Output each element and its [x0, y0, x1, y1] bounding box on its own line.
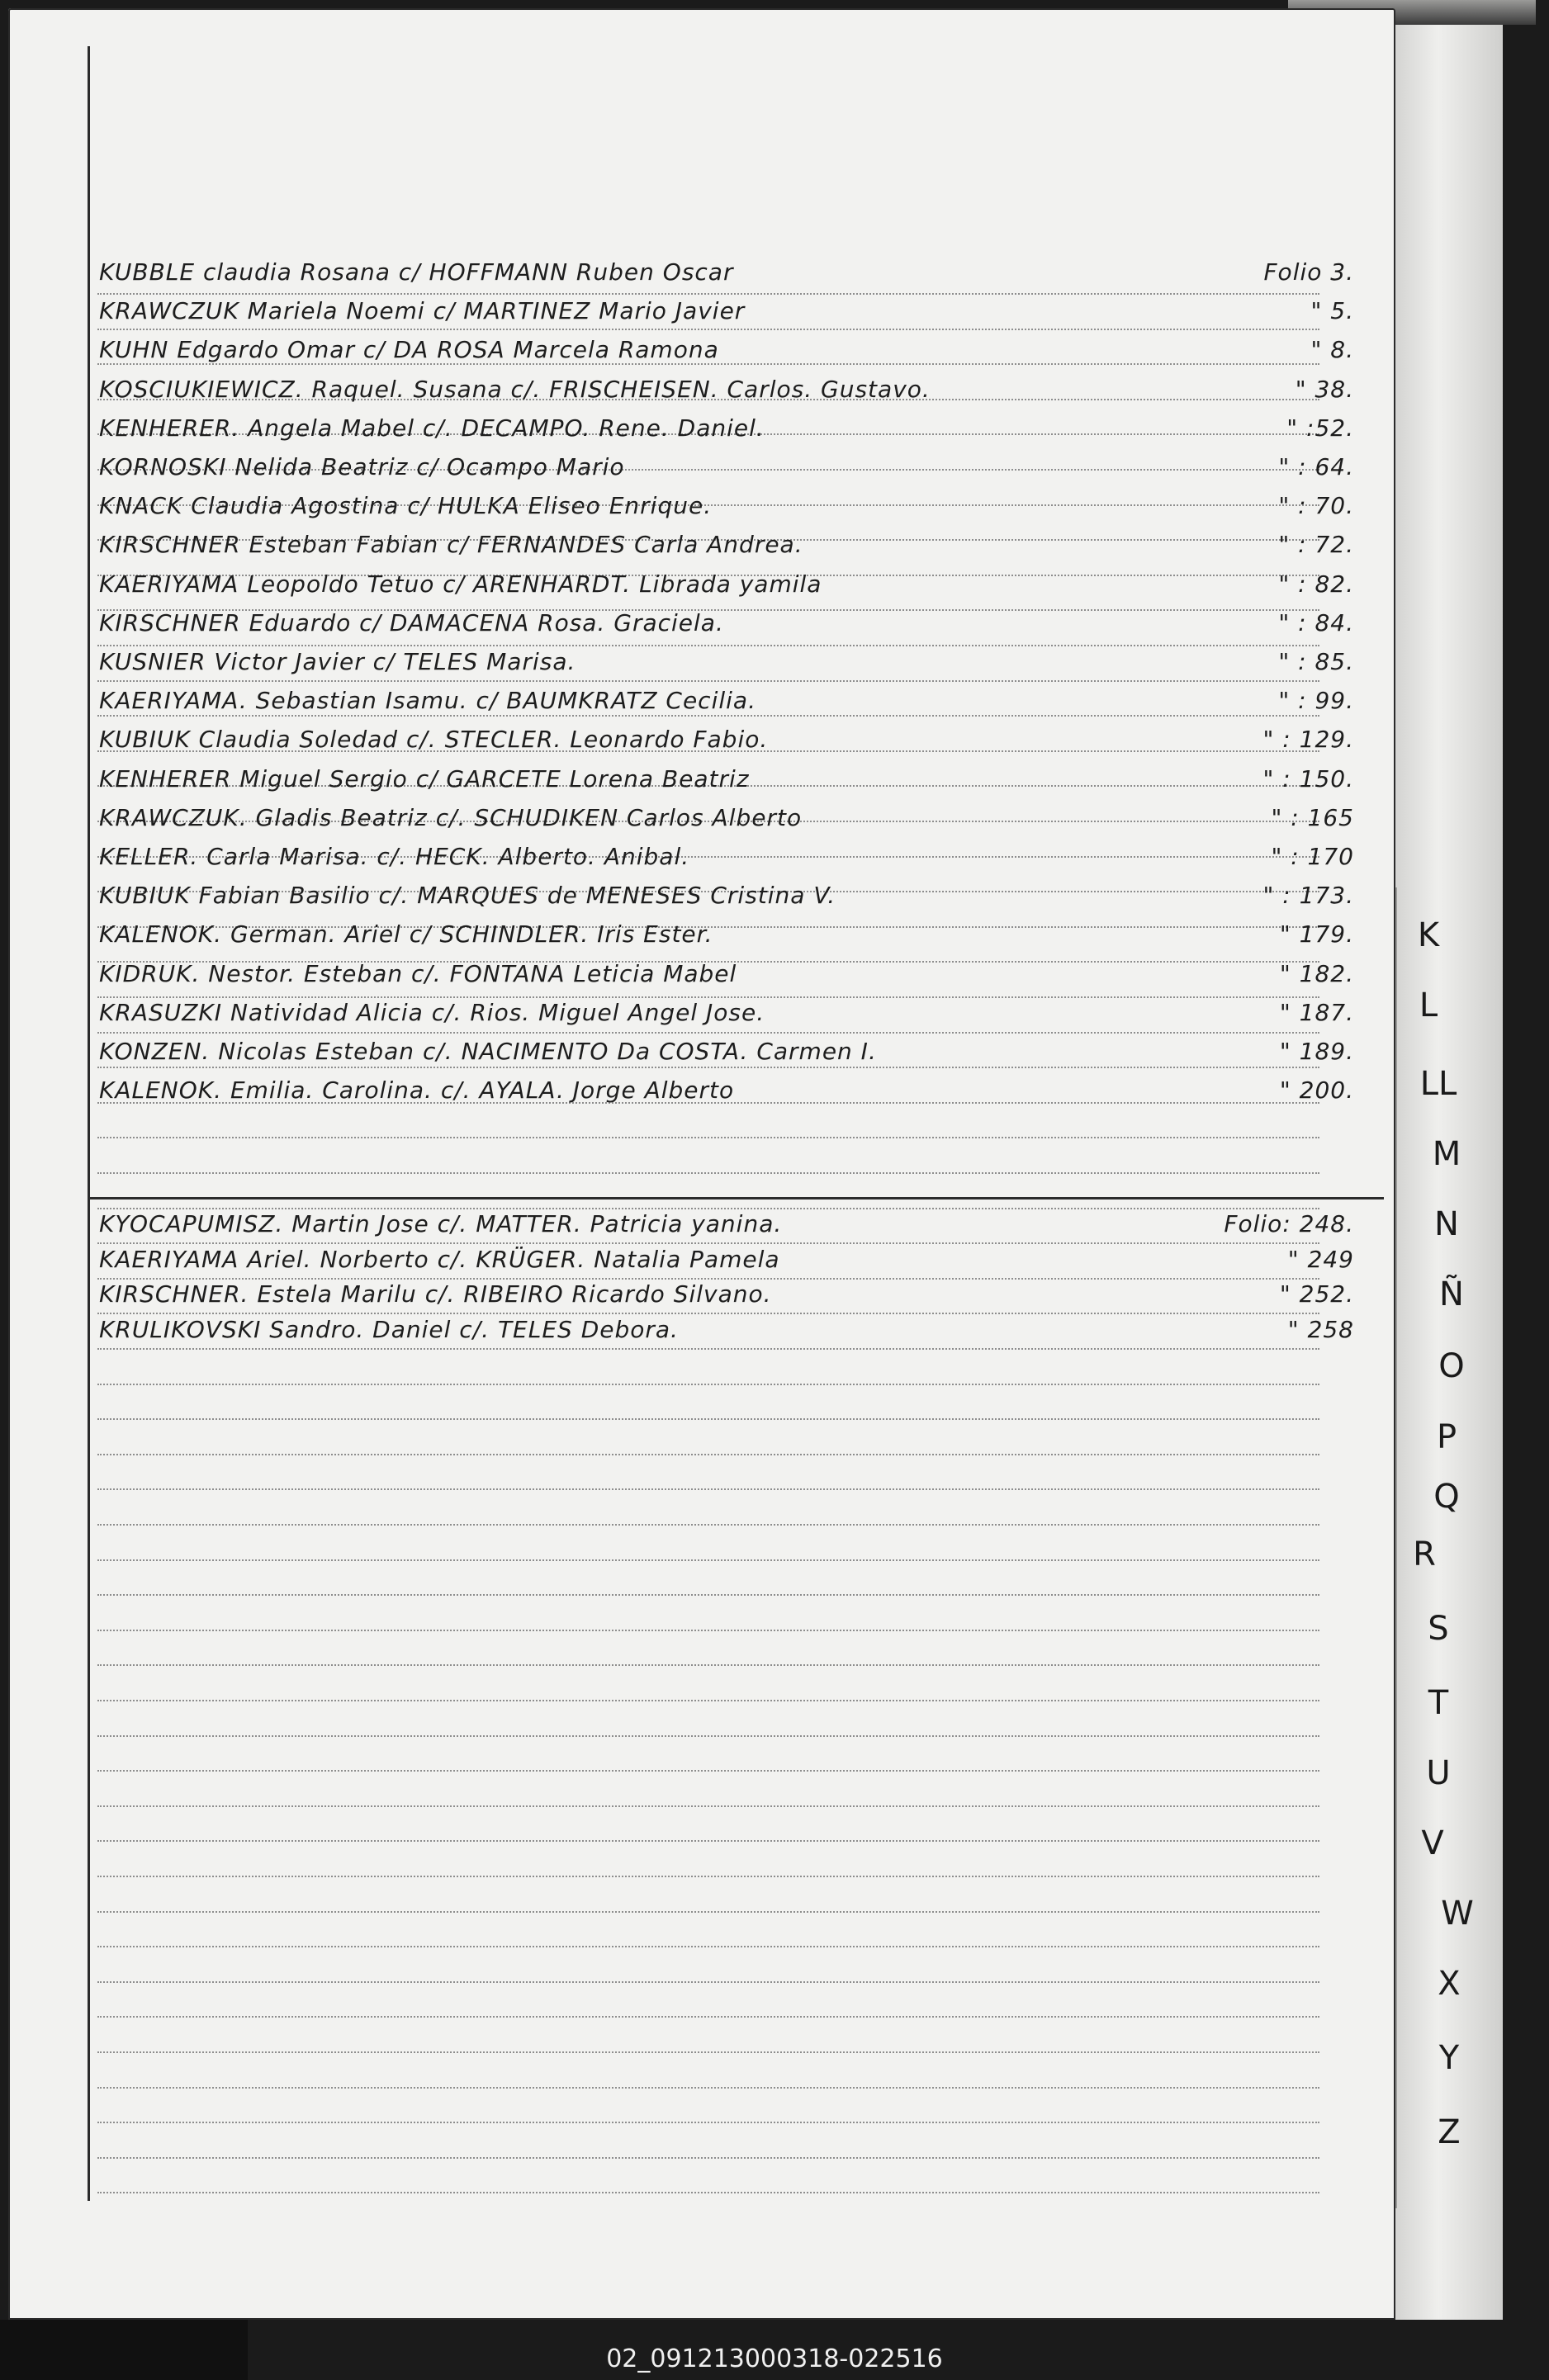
entry-folio: " 182. [1279, 960, 1354, 987]
index-tab[interactable]: O [1438, 1347, 1465, 1385]
ruled-line [97, 2051, 1319, 2053]
entry-names: KNACK Claudia Agostina c/ HULKA Eliseo Enrique. [99, 492, 713, 519]
entry-names: KALENOK. German. Ariel c/ SCHINDLER. Iris Ester. [99, 920, 713, 948]
index-tab[interactable]: Ñ [1439, 1275, 1464, 1313]
entry-names: KONZEN. Nicolas Esteban c/. NACIMENTO Da COSTA. Carmen I. [99, 1038, 877, 1065]
index-tab[interactable]: K [1417, 916, 1440, 954]
ruled-line [97, 1172, 1319, 1174]
entry-names: KUSNIER Victor Javier c/ TELES Marisa. [99, 648, 576, 675]
ruled-line [97, 1348, 1319, 1350]
ruled-line [97, 1488, 1319, 1490]
entry-folio: " : 170 [1271, 843, 1354, 870]
entry-folio: " 179. [1279, 920, 1354, 948]
ruled-line [97, 1630, 1319, 1631]
ruled-line [97, 1770, 1319, 1772]
ruled-line [97, 329, 1319, 330]
ledger-entry [99, 958, 1354, 991]
ledger-entry [99, 879, 1354, 912]
entry-folio: " 187. [1279, 999, 1354, 1026]
ledger-entry [99, 490, 1354, 523]
entry-names: KUBIUK Claudia Soledad c/. STECLER. Leonardo Fabio. [99, 726, 769, 753]
ruled-line [97, 1700, 1319, 1701]
entry-names: KOSCIUKIEWICZ. Raquel. Susana c/. FRISCHEISEN. Carlos. Gustavo. [99, 376, 931, 403]
entry-names: KELLER. Carla Marisa. c/. HECK. Alberto. Anibal. [99, 843, 690, 870]
ruled-line [97, 1840, 1319, 1842]
ruled-line [97, 680, 1319, 682]
ruled-line [97, 1559, 1319, 1561]
ledger-entry [99, 802, 1354, 835]
ruled-line [97, 1981, 1319, 1983]
ruled-line [97, 1454, 1319, 1455]
ruled-line [97, 1946, 1319, 1947]
ruled-line [97, 2122, 1319, 2123]
scan-footer-id: 02_091213000318-022516 [606, 2345, 943, 2373]
index-tab[interactable]: M [1432, 1135, 1461, 1173]
ruled-line [97, 1384, 1319, 1385]
entry-folio: " : 99. [1278, 687, 1354, 714]
ledger-entry [99, 840, 1354, 873]
ledger-entry [99, 1313, 1354, 1346]
index-tab[interactable]: W [1441, 1895, 1474, 1933]
ruled-line [97, 1418, 1319, 1420]
ruled-line [97, 1594, 1319, 1596]
entry-folio: " :52. [1286, 414, 1354, 442]
ledger-entry [99, 1208, 1354, 1241]
entry-folio: " : 85. [1278, 648, 1354, 675]
entry-names: KIRSCHNER. Estela Marilu c/. RIBEIRO Ricardo Silvano. [99, 1280, 772, 1308]
ruled-line [97, 2157, 1319, 2159]
ledger-entry [99, 684, 1354, 717]
ruled-line [97, 1524, 1319, 1526]
entry-names: KRAWCZUK Mariela Noemi c/ MARTINEZ Mario Javier [99, 297, 746, 324]
entry-names: KRULIKOVSKI Sandro. Daniel c/. TELES Debora. [99, 1316, 679, 1343]
entry-folio: " 200. [1279, 1076, 1354, 1104]
ledger-entry [99, 528, 1354, 561]
ledger-entry [99, 996, 1354, 1029]
ledger-entry [99, 1035, 1354, 1068]
entry-folio: Folio 3. [1263, 258, 1354, 286]
index-tab[interactable]: U [1426, 1754, 1451, 1792]
entry-names: KIRSCHNER Esteban Fabian c/ FERNANDES Carla Andrea. [99, 531, 803, 558]
section-divider [88, 1197, 1384, 1199]
ledger-entry [99, 373, 1354, 406]
entry-folio: Folio: 248. [1224, 1210, 1354, 1237]
entry-names: KRASUZKI Natividad Alicia c/. Rios. Miguel Angel Jose. [99, 999, 765, 1026]
entry-names: KIDRUK. Nestor. Esteban c/. FONTANA Leticia Mabel [99, 960, 737, 987]
ledger-entry [99, 763, 1354, 796]
entry-names: KYOCAPUMISZ. Martin Jose c/. MATTER. Patricia yanina. [99, 1210, 783, 1237]
ledger-entry [99, 1074, 1354, 1107]
ledger-entry [99, 568, 1354, 601]
index-tab[interactable]: N [1434, 1205, 1459, 1243]
entry-folio: " : 84. [1278, 609, 1354, 636]
ledger-entry [99, 334, 1354, 367]
entry-names: KAERIYAMA. Sebastian Isamu. c/ BAUMKRATZ Cecilia. [99, 687, 756, 714]
index-tab[interactable]: Z [1438, 2113, 1461, 2151]
ledger-entry [99, 723, 1354, 756]
entry-folio: " 249 [1287, 1246, 1354, 1273]
entry-names: KENHERER Miguel Sergio c/ GARCETE Lorena Beatriz [99, 765, 750, 793]
entry-names: KUBBLE claudia Rosana c/ HOFFMANN Ruben Oscar [99, 258, 734, 286]
entry-names: KENHERER. Angela Mabel c/. DECAMPO. Rene. Daniel. [99, 414, 765, 442]
entry-names: KORNOSKI Nelida Beatriz c/ Ocampo Mario [99, 453, 625, 480]
index-tab[interactable]: Q [1433, 1478, 1460, 1516]
entry-folio: " : 150. [1262, 765, 1354, 793]
index-tab[interactable]: Y [1438, 2039, 1460, 2077]
entry-names: KIRSCHNER Eduardo c/ DAMACENA Rosa. Graciela. [99, 609, 724, 636]
ledger-entry [99, 451, 1354, 484]
entry-folio: " : 129. [1262, 726, 1354, 753]
ruled-line [97, 1876, 1319, 1877]
entry-folio: " : 64. [1278, 453, 1354, 480]
entry-folio: " : 72. [1278, 531, 1354, 558]
ruled-line [97, 2016, 1319, 2018]
entry-folio: " 258 [1287, 1316, 1354, 1343]
index-tab[interactable]: T [1428, 1684, 1449, 1722]
ledger-entry [99, 412, 1354, 445]
ledger-entry [99, 256, 1354, 289]
index-tab[interactable]: S [1428, 1610, 1449, 1648]
entry-names: KALENOK. Emilia. Carolina. c/. AYALA. Jorge Alberto [99, 1076, 735, 1104]
ledger-entry [99, 918, 1354, 951]
entry-folio: " 252. [1279, 1280, 1354, 1308]
entry-names: KUBIUK Fabian Basilio c/. MARQUES de MENESES Cristina V. [99, 882, 836, 909]
ledger-entry [99, 607, 1354, 640]
index-tab[interactable]: X [1438, 1965, 1461, 2003]
entry-folio: " 38. [1295, 376, 1354, 403]
ruled-line [97, 1735, 1319, 1737]
ruled-line [97, 1664, 1319, 1666]
index-tab[interactable]: LL [1419, 1065, 1457, 1103]
ledger-entry [99, 295, 1354, 328]
entry-names: KAERIYAMA Ariel. Norberto c/. KRÜGER. Natalia Pamela [99, 1246, 780, 1273]
entry-folio: " 189. [1279, 1038, 1354, 1065]
index-tab[interactable]: P [1436, 1418, 1457, 1456]
ruled-line [97, 1137, 1319, 1138]
ruled-line [97, 2192, 1319, 2193]
ledger-entry [99, 1278, 1354, 1311]
margin-line [88, 46, 90, 2201]
entry-folio: " 5. [1310, 297, 1354, 324]
entry-folio: " : 82. [1278, 570, 1354, 598]
entry-names: KRAWCZUK. Gladis Beatriz c/. SCHUDIKEN Carlos Alberto [99, 804, 803, 831]
entry-folio: " : 165 [1271, 804, 1354, 831]
entry-folio: " : 173. [1262, 882, 1354, 909]
ruled-line [97, 1805, 1319, 1807]
ruled-line [97, 1032, 1319, 1034]
entry-folio: " : 70. [1278, 492, 1354, 519]
ruled-line [97, 1911, 1319, 1913]
entry-folio: " 8. [1310, 336, 1354, 363]
entry-names: KAERIYAMA Leopoldo Tetuo c/ ARENHARDT. Librada yamila [99, 570, 822, 598]
index-tab[interactable]: R [1413, 1535, 1436, 1573]
ruled-line [97, 2087, 1319, 2089]
index-tab[interactable]: L [1419, 987, 1438, 1024]
ledger-entry [99, 1243, 1354, 1276]
entry-names: KUHN Edgardo Omar c/ DA ROSA Marcela Ramona [99, 336, 719, 363]
ledger-entry [99, 646, 1354, 679]
index-tab[interactable]: V [1421, 1824, 1444, 1862]
